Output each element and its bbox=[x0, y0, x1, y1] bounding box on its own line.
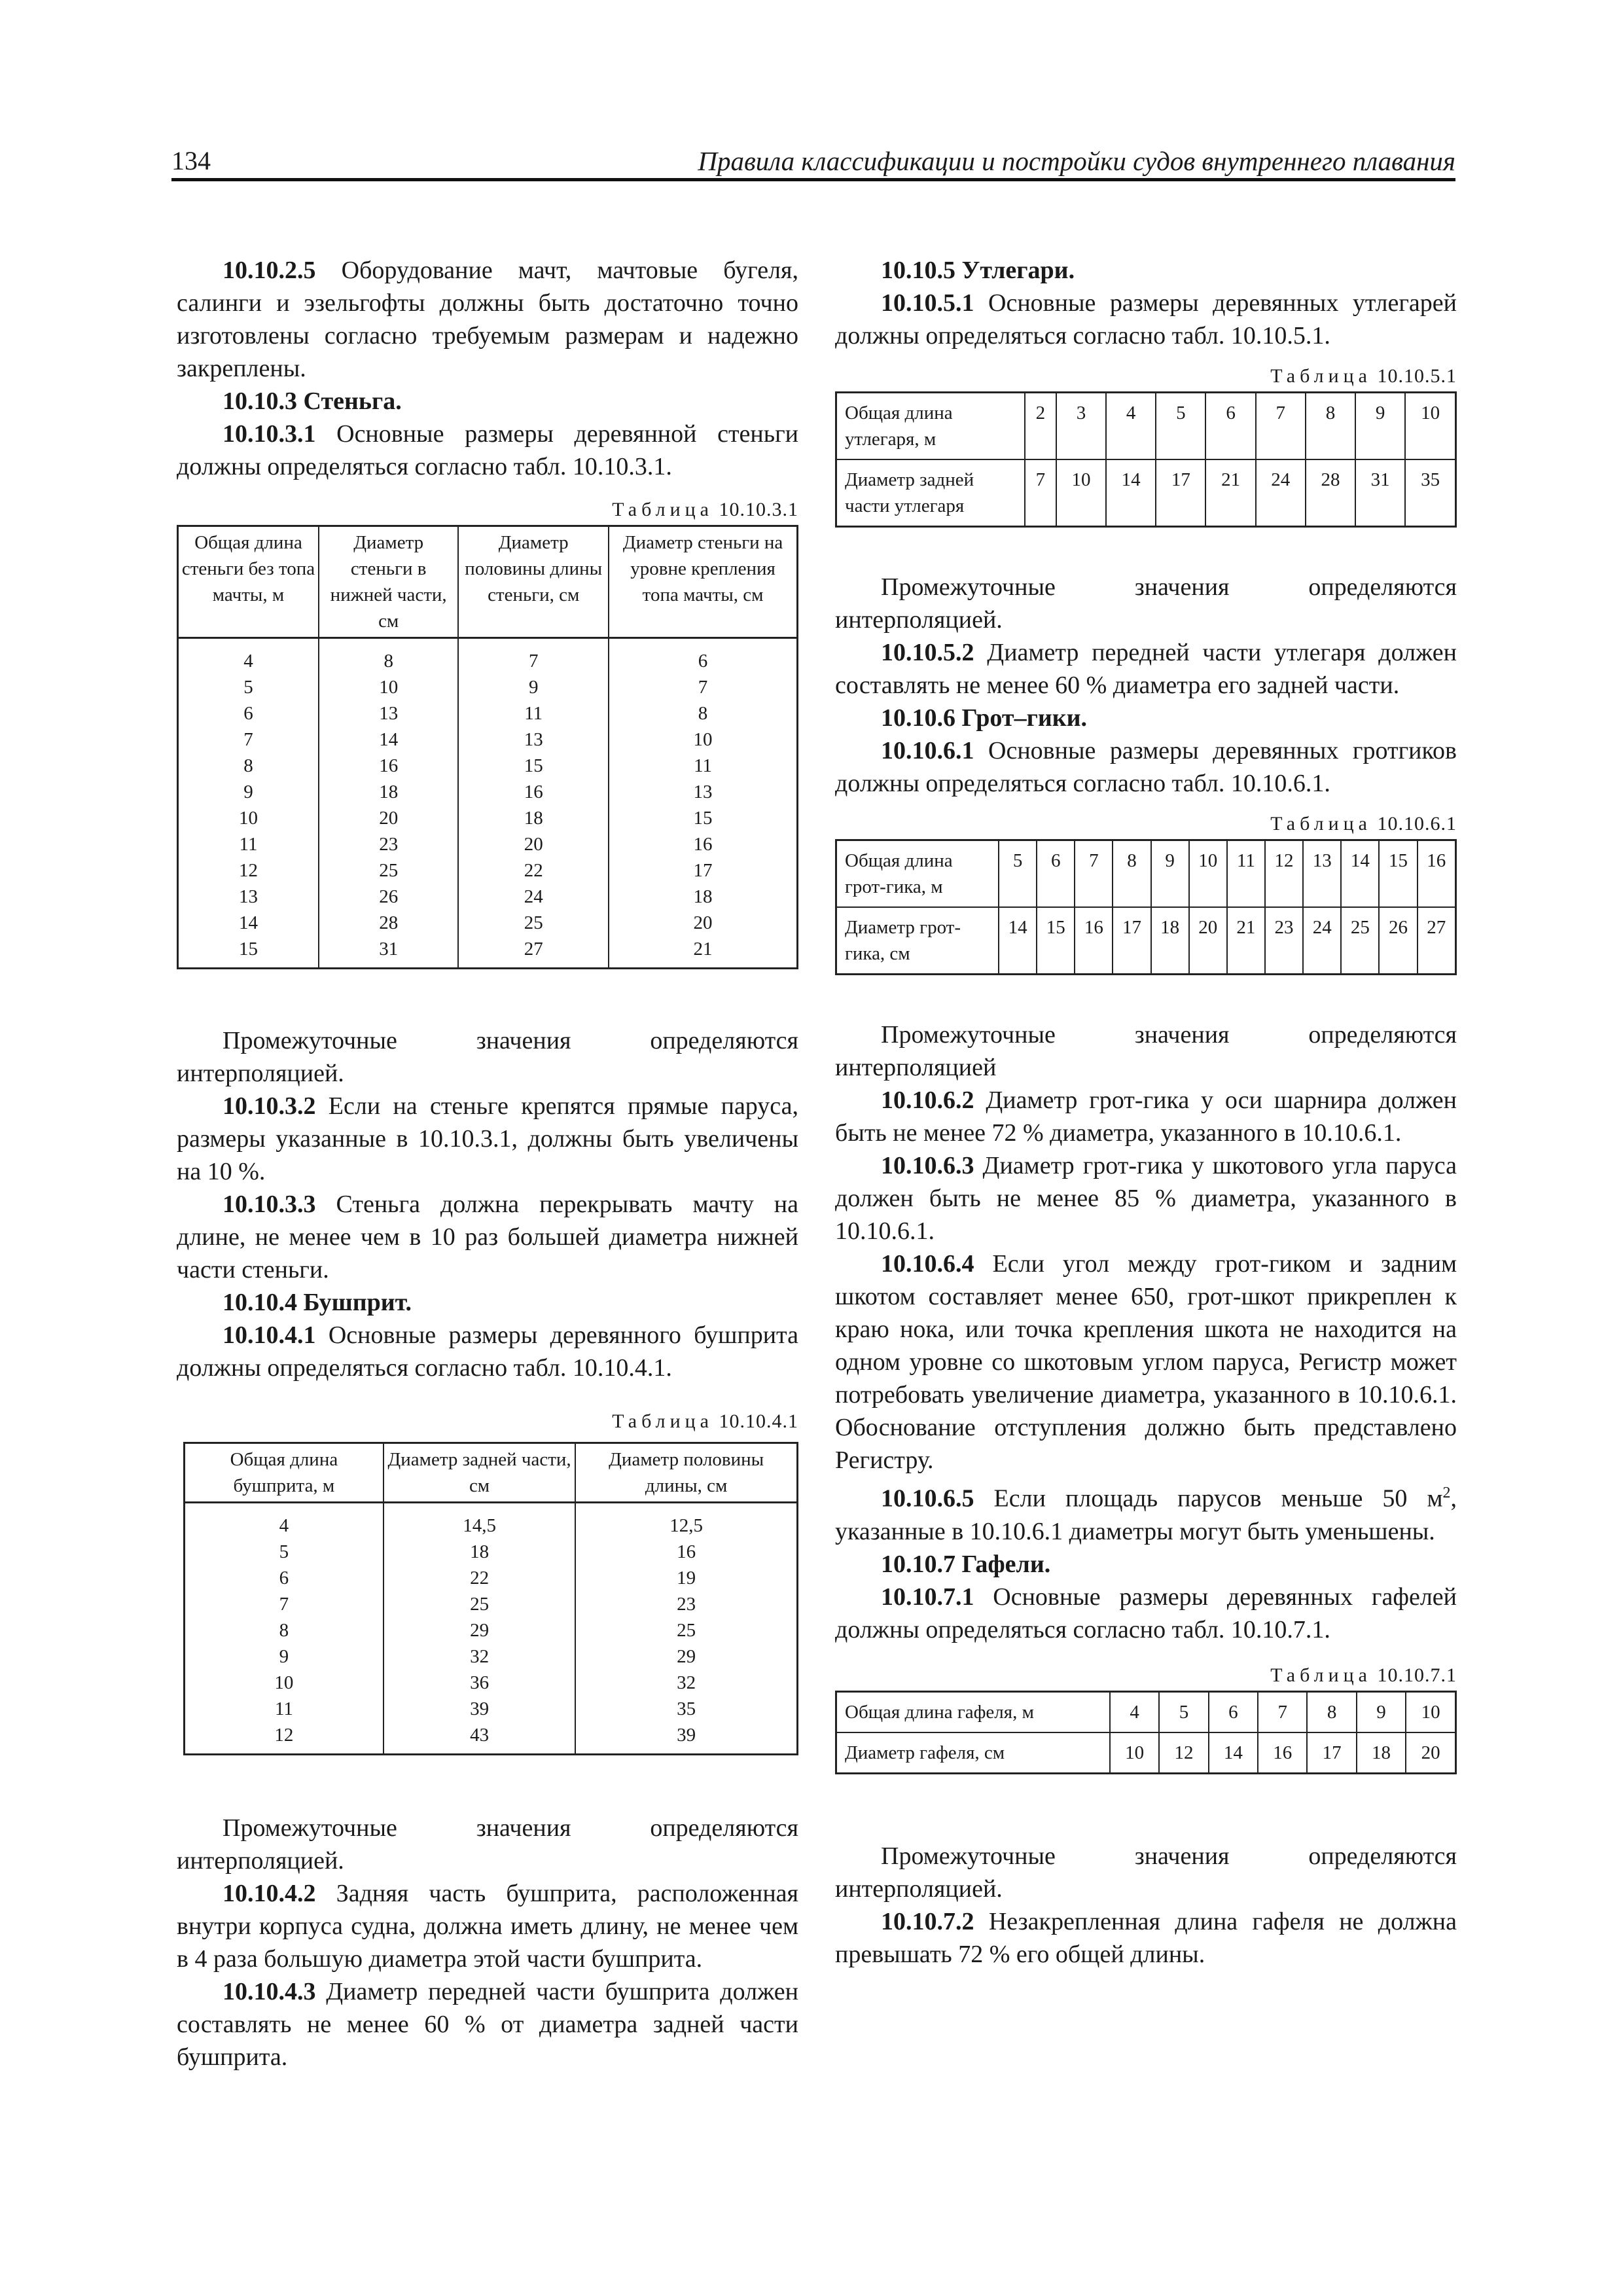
table-row bbox=[178, 779, 798, 805]
heading-10-10-7: 10.10.7 Гафели. bbox=[881, 1550, 1051, 1578]
table-cell: 39 bbox=[575, 1722, 797, 1755]
paragraph-10-10-7-1: 10.10.7.1 Основные размеры деревянных гафелей должны определяться согласно табл. 10.10.7.1. bbox=[835, 1583, 1457, 1643]
table-cell: 6 bbox=[1205, 393, 1255, 460]
table-caption: Таблица 10.10.3.1 bbox=[612, 499, 798, 520]
table-cell: 9 bbox=[185, 1643, 383, 1670]
paragraph-10-10-4-3: 10.10.4.3 Диаметр передней части бушприта должен составлять не менее 60 % от диаметра задней части бушприта. bbox=[177, 1978, 798, 2071]
table-cell: 9 bbox=[1355, 393, 1405, 460]
table-cell: 20 bbox=[319, 805, 458, 831]
header-rule bbox=[171, 178, 1455, 181]
table-cell: 16 bbox=[319, 753, 458, 779]
table-cell: 17 bbox=[1307, 1732, 1356, 1774]
table-cell: 27 bbox=[458, 936, 609, 969]
table-cell: 14 bbox=[1341, 840, 1379, 908]
table-cell: 24 bbox=[1256, 459, 1306, 527]
table-cell: 26 bbox=[1379, 907, 1417, 975]
table-cell: 10 bbox=[609, 726, 797, 753]
column-header: Диаметр стеньги на уровне крепления топа мачты, см bbox=[609, 526, 797, 638]
table-cell: 20 bbox=[458, 831, 609, 857]
table-cell: 18 bbox=[609, 884, 797, 910]
table-cell: 43 bbox=[383, 1722, 575, 1755]
table-cell: 12 bbox=[1265, 840, 1303, 908]
table-cell: 12,5 bbox=[575, 1503, 797, 1539]
table-cell: 14 bbox=[178, 910, 319, 936]
table-cell: 32 bbox=[383, 1643, 575, 1670]
table-cell: 23 bbox=[1265, 907, 1303, 975]
table-cell: 11 bbox=[609, 753, 797, 779]
table-cell: 12 bbox=[178, 857, 319, 884]
table-cell: 9 bbox=[458, 674, 609, 700]
table-cell: 21 bbox=[1205, 459, 1255, 527]
row-label: Диаметр гафеля, см bbox=[836, 1732, 1111, 1774]
table-grot-gik-sizes bbox=[835, 839, 1457, 975]
paragraph-interpolation: Промежуточные значения определяются интерполяцией bbox=[835, 1021, 1457, 1081]
table-cell: 9 bbox=[1151, 840, 1189, 908]
table-cell: 12 bbox=[185, 1722, 383, 1755]
table-cell: 25 bbox=[458, 910, 609, 936]
paragraph-10-10-6-1: 10.10.6.1 Основные размеры деревянных гротгиков должны определяться согласно табл. 10.10.6.1. bbox=[835, 737, 1457, 797]
table-caption: Таблица 10.10.7.1 bbox=[1270, 1664, 1457, 1686]
table-row bbox=[178, 884, 798, 910]
table-row bbox=[185, 1503, 798, 1539]
column-header: Диаметр половины длины, см bbox=[575, 1443, 797, 1503]
paragraph-10-10-3-2: 10.10.3.2 Если на стеньге крепятся прямые паруса, размеры указанные в 10.10.3.1, должны быть увеличены на 10 %. bbox=[177, 1092, 799, 1185]
table-caption: Таблица 10.10.5.1 bbox=[1270, 365, 1457, 387]
table-cell: 5 bbox=[1156, 393, 1205, 460]
table-cell: 4 bbox=[1106, 393, 1156, 460]
table-row bbox=[185, 1591, 798, 1617]
table-cell: 11 bbox=[178, 831, 319, 857]
table-cell: 20 bbox=[609, 910, 797, 936]
table-cell: 21 bbox=[609, 936, 797, 969]
table-cell: 22 bbox=[383, 1565, 575, 1591]
table-cell: 23 bbox=[575, 1591, 797, 1617]
table-cell: 9 bbox=[178, 779, 319, 805]
table-cell: 26 bbox=[319, 884, 458, 910]
table-cell: 18 bbox=[319, 779, 458, 805]
heading-10-10-4: 10.10.4 Бушприт. bbox=[223, 1289, 412, 1316]
table-cell: 15 bbox=[609, 805, 797, 831]
table-cell: 8 bbox=[185, 1617, 383, 1643]
table-cell: 8 bbox=[319, 638, 458, 675]
table-cell: 11 bbox=[458, 700, 609, 726]
table-cell: 7 bbox=[1075, 840, 1113, 908]
table-cell: 5 bbox=[178, 674, 319, 700]
table-cell: 13 bbox=[1303, 840, 1341, 908]
table-row bbox=[185, 1643, 798, 1670]
table-cell: 6 bbox=[178, 700, 319, 726]
table-row bbox=[178, 831, 798, 857]
table-cell: 16 bbox=[1418, 840, 1456, 908]
paragraph-interpolation: Промежуточные значения определяются интерполяцией. bbox=[835, 573, 1457, 634]
table-cell: 36 bbox=[383, 1670, 575, 1696]
table-row bbox=[185, 1670, 798, 1696]
table-cell: 5 bbox=[185, 1539, 383, 1565]
table-cell: 8 bbox=[1307, 1691, 1356, 1732]
table-row bbox=[178, 638, 798, 675]
table-cell: 15 bbox=[1379, 840, 1417, 908]
table-cell: 4 bbox=[185, 1503, 383, 1539]
table-cell: 21 bbox=[1227, 907, 1265, 975]
table-caption: Таблица 10.10.4.1 bbox=[612, 1410, 798, 1432]
table-utlegar-sizes bbox=[835, 391, 1457, 528]
column-header: Общая длина стеньги без топа мачты, м bbox=[178, 526, 319, 638]
table-cell: 24 bbox=[458, 884, 609, 910]
paragraph-10-10-6-3: 10.10.6.3 Диаметр грот-гика у шкотового угла паруса должен быть не менее 85 % диаметра, указанного в 10.10.6.1. bbox=[835, 1152, 1457, 1245]
row-label: Общая длина утлегаря, м bbox=[836, 393, 1026, 460]
row-label: Диаметр задней части утлегаря bbox=[836, 459, 1026, 527]
table-cell: 10 bbox=[1405, 393, 1455, 460]
table-cell: 16 bbox=[1258, 1732, 1307, 1774]
paragraph-10-10-3-3: 10.10.3.3 Стеньга должна перекрывать мачту на длине, не менее чем в 10 раз большей диаметра нижней части стеньги. bbox=[177, 1191, 799, 1283]
table-cell: 24 bbox=[1303, 907, 1341, 975]
table-cell: 28 bbox=[319, 910, 458, 936]
table-cell: 7 bbox=[1256, 393, 1306, 460]
paragraph-10-10-6-2: 10.10.6.2 Диаметр грот-гика у оси шарнира должен быть не менее 72 % диаметра, указанного в 10.10.6.1. bbox=[835, 1086, 1457, 1147]
table-cell: 35 bbox=[1405, 459, 1455, 527]
paragraph-10-10-4-1: 10.10.4.1 Основные размеры деревянного бушприта должны определяться согласно табл. 10.10.4.1. bbox=[177, 1321, 798, 1382]
table-cell: 7 bbox=[458, 638, 609, 675]
table-cell: 10 bbox=[1056, 459, 1106, 527]
table-cell: 25 bbox=[575, 1617, 797, 1643]
table-cell: 9 bbox=[1357, 1691, 1406, 1732]
table-cell: 4 bbox=[178, 638, 319, 675]
table-cell: 18 bbox=[1151, 907, 1189, 975]
table-cell: 17 bbox=[1156, 459, 1205, 527]
paragraph-10-10-5-2: 10.10.5.2 Диаметр передней части утлегаря должен составлять не менее 60 % диаметра его задней части. bbox=[835, 639, 1457, 699]
table-row bbox=[178, 910, 798, 936]
table-cell: 20 bbox=[1189, 907, 1227, 975]
table-row bbox=[185, 1539, 798, 1565]
column-header: Общая длина бушприта, м bbox=[185, 1443, 383, 1503]
paragraph-10-10-3-1: 10.10.3.1 Основные размеры деревянной стеньги должны определяться согласно табл. 10.10.3.1. bbox=[177, 420, 799, 480]
table-row bbox=[178, 753, 798, 779]
table-row bbox=[178, 805, 798, 831]
table-cell: 10 bbox=[178, 805, 319, 831]
table-caption: Таблица 10.10.6.1 bbox=[1270, 813, 1457, 834]
table-cell: 14,5 bbox=[383, 1503, 575, 1539]
paragraph-10-10-7-2: 10.10.7.2 Незакрепленная длина гафеля не должна превышать 72 % его общей длины. bbox=[835, 1907, 1457, 1968]
right-column bbox=[835, 254, 1457, 1971]
table-stenga-sizes bbox=[177, 525, 798, 969]
table-cell: 16 bbox=[575, 1539, 797, 1565]
paragraph-10-10-4-2: 10.10.4.2 Задняя часть бушприта, расположенная внутри корпуса судна, должна иметь длину, не менее чем в 4 раза большую диаметра этой части бушприта. bbox=[177, 1880, 799, 1973]
table-cell: 7 bbox=[1258, 1691, 1307, 1732]
row-label: Диаметр грот-гика, см bbox=[836, 907, 999, 975]
table-cell: 15 bbox=[178, 936, 319, 969]
table-cell: 8 bbox=[178, 753, 319, 779]
table-row bbox=[185, 1722, 798, 1755]
table-cell: 6 bbox=[609, 638, 797, 675]
table-cell: 12 bbox=[1159, 1732, 1208, 1774]
paragraph-10-10-2-5: 10.10.2.5 Оборудование мачт, мачтовые бугеля, салинги и эзельгофты должны быть достаточно точно изготовлены согласно требуемым размерам и надежно закреплены. bbox=[177, 257, 798, 382]
table-row bbox=[178, 674, 798, 700]
table-cell: 3 bbox=[1056, 393, 1106, 460]
table-cell: 8 bbox=[1113, 840, 1150, 908]
table-cell: 16 bbox=[609, 831, 797, 857]
table-cell: 25 bbox=[1341, 907, 1379, 975]
table-cell: 10 bbox=[319, 674, 458, 700]
table-cell: 13 bbox=[178, 884, 319, 910]
table-cell: 19 bbox=[575, 1565, 797, 1591]
table-cell: 2 bbox=[1025, 393, 1056, 460]
table-cell: 25 bbox=[319, 857, 458, 884]
paragraph-10-10-6-5: 10.10.6.5 Если площадь парусов меньше 50 $м^2$, указанные в 10.10.6.1 диаметры могут быть уменьшены. bbox=[835, 1484, 1457, 1545]
table-cell: 16 bbox=[458, 779, 609, 805]
table-cell: 7 bbox=[178, 726, 319, 753]
table-cell: 31 bbox=[1355, 459, 1405, 527]
heading-10-10-5: 10.10.5 Утлегари. bbox=[881, 257, 1075, 284]
row-label: Общая длина грот-гика, м bbox=[836, 840, 999, 908]
table-cell: 8 bbox=[1306, 393, 1355, 460]
table-cell: 13 bbox=[458, 726, 609, 753]
table-cell: 10 bbox=[1110, 1732, 1159, 1774]
table-cell: 5 bbox=[999, 840, 1037, 908]
table-cell: 13 bbox=[319, 700, 458, 726]
table-cell: 4 bbox=[1110, 1691, 1159, 1732]
table-row bbox=[178, 700, 798, 726]
table-cell: 6 bbox=[185, 1565, 383, 1591]
paragraph-interpolation: Промежуточные значения определяются интерполяцией. bbox=[177, 1027, 798, 1087]
paragraph-interpolation: Промежуточные значения определяются интерполяцией. bbox=[835, 1842, 1457, 1903]
table-cell: 17 bbox=[1113, 907, 1150, 975]
table-cell: 14 bbox=[1106, 459, 1156, 527]
running-title: Правила классификации и постройки судов внутреннего плавания bbox=[698, 146, 1455, 176]
table-cell: 5 bbox=[1159, 1691, 1208, 1732]
heading-10-10-6: 10.10.6 Грот–гики. bbox=[881, 704, 1088, 732]
table-gafel-sizes bbox=[835, 1691, 1457, 1774]
table-cell: 14 bbox=[319, 726, 458, 753]
table-row bbox=[178, 857, 798, 884]
table-cell: 18 bbox=[458, 805, 609, 831]
table-row bbox=[185, 1617, 798, 1643]
table-cell: 11 bbox=[1227, 840, 1265, 908]
paragraph-10-10-5-1: 10.10.5.1 Основные размеры деревянных утлегарей должны определяться согласно табл. 10.10.5.1. bbox=[835, 289, 1457, 350]
table-cell: 15 bbox=[458, 753, 609, 779]
column-header: Диаметр стеньги в нижней части, см bbox=[319, 526, 458, 638]
table-cell: 31 bbox=[319, 936, 458, 969]
table-cell: 20 bbox=[1406, 1732, 1455, 1774]
column-header: Диаметр половины длины стеньги, см bbox=[458, 526, 609, 638]
page-number: 134 bbox=[171, 146, 211, 175]
table-cell: 10 bbox=[1189, 840, 1227, 908]
table-cell: 17 bbox=[609, 857, 797, 884]
table-cell: 25 bbox=[383, 1591, 575, 1617]
table-cell: 18 bbox=[1357, 1732, 1406, 1774]
table-cell: 29 bbox=[575, 1643, 797, 1670]
paragraph-interpolation: Промежуточные значения определяются интерполяцией. bbox=[177, 1814, 798, 1874]
table-cell: 7 bbox=[185, 1591, 383, 1617]
table-cell: 6 bbox=[1209, 1691, 1258, 1732]
table-cell: 29 bbox=[383, 1617, 575, 1643]
table-cell: 13 bbox=[609, 779, 797, 805]
table-cell: 27 bbox=[1418, 907, 1456, 975]
table-cell: 11 bbox=[185, 1696, 383, 1722]
heading-10-10-3: 10.10.3 Стеньга. bbox=[223, 387, 402, 415]
table-cell: 32 bbox=[575, 1670, 797, 1696]
table-cell: 7 bbox=[1025, 459, 1056, 527]
left-column bbox=[177, 254, 798, 2073]
table-cell: 16 bbox=[1075, 907, 1113, 975]
table-cell: 8 bbox=[609, 700, 797, 726]
table-cell: 23 bbox=[319, 831, 458, 857]
paragraph-10-10-6-4: 10.10.6.4 Если угол между грот-гиком и задним шкотом составляет менее 650, грот-шкот прикреплен к краю нока, или точка крепления шкота не находится на одном уровне со шкотовым углом паруса, Регистр может потребовать увеличение диаметра, указанного в 10.10.6.1. Обоснование отступления должно быть представлено Регистру. bbox=[835, 1250, 1457, 1474]
table-row bbox=[185, 1696, 798, 1722]
table-cell: 22 bbox=[458, 857, 609, 884]
table-row bbox=[178, 936, 798, 969]
table-cell: 6 bbox=[1037, 840, 1075, 908]
table-cell: 10 bbox=[185, 1670, 383, 1696]
table-cell: 18 bbox=[383, 1539, 575, 1565]
table-cell: 35 bbox=[575, 1696, 797, 1722]
row-label: Общая длина гафеля, м bbox=[836, 1691, 1111, 1732]
table-row bbox=[185, 1565, 798, 1591]
table-cell: 10 bbox=[1406, 1691, 1455, 1732]
table-cell: 39 bbox=[383, 1696, 575, 1722]
table-cell: 28 bbox=[1306, 459, 1355, 527]
column-header: Диаметр задней части, см bbox=[383, 1443, 575, 1503]
table-cell: 14 bbox=[999, 907, 1037, 975]
table-cell: 15 bbox=[1037, 907, 1075, 975]
table-row bbox=[178, 726, 798, 753]
table-bushprit-sizes bbox=[183, 1442, 798, 1755]
table-cell: 14 bbox=[1209, 1732, 1258, 1774]
table-cell: 7 bbox=[609, 674, 797, 700]
